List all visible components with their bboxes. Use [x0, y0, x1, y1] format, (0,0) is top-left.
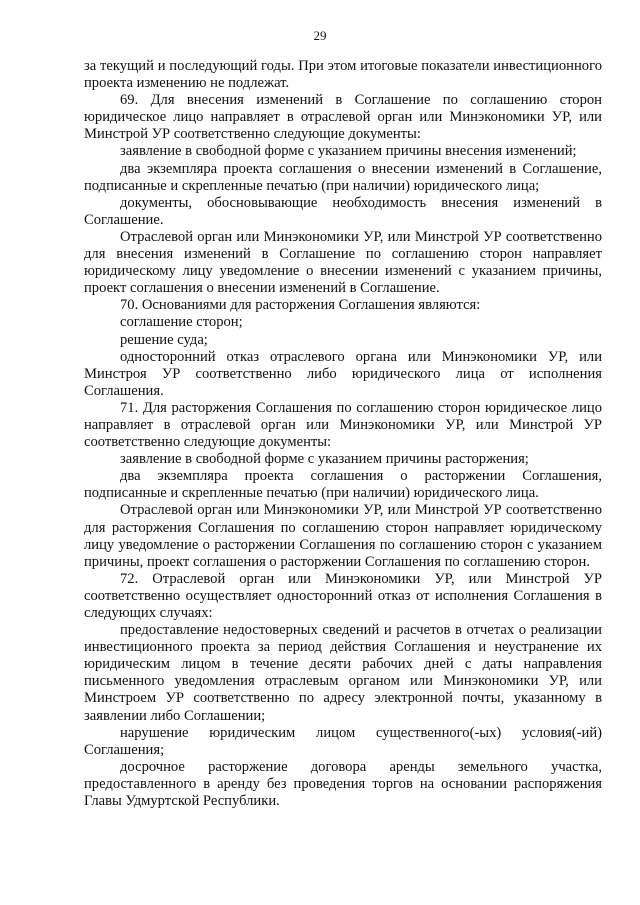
paragraph: 70. Основаниями для расторжения Соглашения являются:: [120, 297, 481, 314]
paragraph: односторонний отказ отраслевого органа или Минэкономики УР, или Минстроя УР соответственно либо юридического лица от исполнения Соглашения.: [84, 348, 602, 399]
paragraph: решение суда;: [120, 331, 208, 348]
paragraph: два экземпляра проекта соглашения о внесении изменений в Соглашение, подписанные и скрепленные печатью (при наличии) юридического лица;: [84, 160, 602, 194]
paragraph: документы, обосновывающие необходимость внесения изменений в Соглашение.: [84, 194, 602, 228]
paragraph: два экземпляра проекта соглашения о расторжении Соглашения, подписанные и скрепленные печатью (при наличии) юридического лица.: [84, 468, 602, 502]
paragraph: за текущий и последующий годы. При этом итоговые показатели инвестиционного проекта изменению не подлежат.: [84, 58, 602, 92]
paragraph: предоставление недостоверных сведений и расчетов в отчетах о реализации инвестиционного проекта за период действия Соглашения и неустранение их юридическим лицом в течение десяти рабочих дней с даты направления письменного уведомления отраслевым органом или Минэкономики УР, или Минстроем УР соответственно по адресу электронной почты, указанному в заявлении либо Соглашении;: [84, 622, 602, 724]
paragraph: заявление в свободной форме с указанием причины внесения изменений;: [120, 143, 577, 160]
paragraph: 72. Отраслевой орган или Минэкономики УР, или Минстрой УР соответственно осуществляет односторонний отказ от исполнения Соглашения в следующих случаях:: [84, 570, 602, 621]
paragraph: 69. Для внесения изменений в Соглашение по соглашению сторон юридическое лицо направляет в отраслевой орган или Минэкономики УР, или Минстрой УР соответственно следующие документы:: [84, 92, 602, 143]
paragraph: досрочное расторжение договора аренды земельного участка, предоставленного в аренду без проведения торгов на основании распоряжения Главы Удмуртской Республики.: [84, 758, 602, 810]
paragraph: нарушение юридическим лицом существенного(-ых) условия(-ий) Соглашения;: [84, 724, 602, 758]
paragraph: Отраслевой орган или Минэкономики УР, или Минстрой УР соответственно для расторжения Соглашения по соглашению сторон направляет юридическому лицу уведомление о расторжении Соглашения по соглашению сторон с указанием причины, проект соглашения о расторжении Соглашения по соглашению сторон.: [84, 502, 602, 570]
paragraph: 71. Для расторжения Соглашения по соглашению сторон юридическое лицо направляет в отраслевой орган или Минэкономики УР, или Минстрой УР соответственно следующие документы:: [84, 399, 602, 451]
paragraph: Отраслевой орган или Минэкономики УР, или Минстрой УР соответственно для внесения изменений в Соглашение по соглашению сторон направляет юридическому лицу уведомление о внесении изменений с указанием причины, проект соглашения о внесении изменений в Соглашение.: [84, 228, 602, 297]
document-body: [84, 58, 602, 810]
page-number: 29: [313, 28, 327, 43]
paragraph: соглашение сторон;: [120, 314, 243, 331]
paragraph: заявление в свободной форме с указанием причины расторжения;: [120, 451, 529, 468]
